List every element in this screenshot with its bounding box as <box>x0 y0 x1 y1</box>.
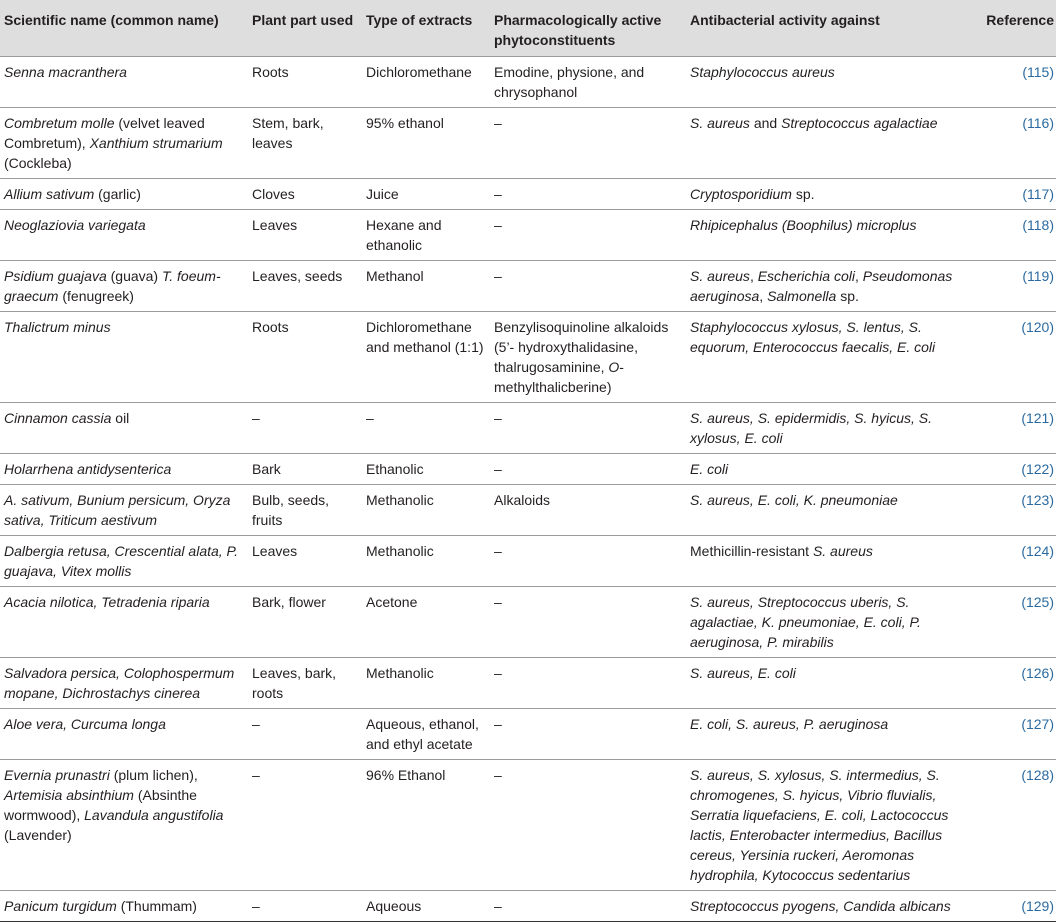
cell-antibacterial-activity <box>686 179 978 210</box>
cell-antibacterial-activity-segment: Pseudomonas aeruginosa <box>690 268 953 304</box>
cell-scientific-name-segment: Thalictrum minus <box>4 319 111 335</box>
cell-reference <box>978 536 1056 587</box>
table-row <box>0 454 1056 485</box>
cell-scientific-name-segment: Neoglaziovia variegata <box>4 217 146 233</box>
cell-plant-part <box>248 108 362 179</box>
cell-antibacterial-activity-segment: and <box>749 115 782 131</box>
cell-plant-part-text: Stem, bark, leaves <box>252 115 324 151</box>
cell-plant-part <box>248 403 362 454</box>
cell-extract-type-text: Methanol <box>366 268 424 284</box>
cell-scientific-name <box>0 709 248 760</box>
cell-plant-part <box>248 658 362 709</box>
cell-antibacterial-activity-segment: S. aureus, Streptococcus uberis, S. agalactiae, K. pneumoniae, E. coli, P. aeruginosa, P. mirabilis <box>690 594 921 650</box>
cell-phytoconstituents <box>490 312 686 403</box>
cell-plant-part <box>248 760 362 891</box>
cell-reference-text: (123) <box>1021 492 1054 508</box>
cell-antibacterial-activity <box>686 261 978 312</box>
cell-phytoconstituents <box>490 210 686 261</box>
cell-antibacterial-activity-segment: Methicillin-resistant <box>690 543 813 559</box>
cell-antibacterial-activity-segment: Staphylococcus aureus <box>690 64 835 80</box>
cell-scientific-name-segment: (velvet leaved Combretum), <box>4 115 205 151</box>
cell-plant-part-text: Bark <box>252 461 281 477</box>
cell-scientific-name <box>0 587 248 658</box>
cell-extract-type-text: Methanolic <box>366 543 434 559</box>
cell-reference <box>978 108 1056 179</box>
cell-scientific-name <box>0 57 248 108</box>
cell-reference <box>978 312 1056 403</box>
cell-extract-type <box>362 536 490 587</box>
cell-scientific-name <box>0 403 248 454</box>
cell-reference-text: (117) <box>1022 186 1054 202</box>
cell-plant-part-text: Leaves <box>252 217 298 233</box>
cell-extract-type-text: Dichloromethane <box>366 64 472 80</box>
cell-phytoconstituents <box>490 179 686 210</box>
cell-scientific-name-segment: Salvadora persica, Colophospermum mopane, Dichrostachys cinerea <box>4 665 235 701</box>
cell-antibacterial-activity-segment: , <box>854 268 863 284</box>
cell-scientific-name-segment: T. foeum-graecum <box>4 268 221 304</box>
table-row <box>0 179 1056 210</box>
header-reference: Reference <box>978 0 1056 57</box>
cell-scientific-name <box>0 891 248 922</box>
cell-reference-text: (116) <box>1022 115 1054 131</box>
cell-phytoconstituents <box>490 108 686 179</box>
cell-plant-part <box>248 485 362 536</box>
header-scientific-name: Scientific name (common name) <box>0 0 248 57</box>
cell-extract-type-text: Dichloromethane and methanol (1:1) <box>366 319 484 355</box>
cell-extract-type <box>362 210 490 261</box>
cell-scientific-name-segment: (guava) <box>106 268 162 284</box>
cell-reference-text: (115) <box>1022 64 1054 80</box>
table-row <box>0 536 1056 587</box>
cell-antibacterial-activity-segment: S. aureus, S. epidermidis, S. hyicus, S. xylosus, E. coli <box>690 410 932 446</box>
table-row <box>0 485 1056 536</box>
cell-antibacterial-activity <box>686 312 978 403</box>
cell-extract-type <box>362 485 490 536</box>
cell-extract-type-text: Aqueous <box>366 898 422 914</box>
cell-reference <box>978 403 1056 454</box>
table-row <box>0 210 1056 261</box>
cell-scientific-name-segment: (Absinthe wormwood), <box>4 787 197 823</box>
cell-antibacterial-activity <box>686 658 978 709</box>
cell-scientific-name-segment: (Thummam) <box>116 898 197 914</box>
cell-plant-part-text: Roots <box>252 64 289 80</box>
cell-antibacterial-activity <box>686 403 978 454</box>
cell-antibacterial-activity-segment: Escherichia coli <box>757 268 855 284</box>
table-row <box>0 312 1056 403</box>
cell-antibacterial-activity-segment: Cryptosporidium <box>690 186 792 202</box>
cell-scientific-name-segment: Combretum molle <box>4 115 115 131</box>
cell-extract-type <box>362 57 490 108</box>
cell-phytoconstituents <box>490 760 686 891</box>
cell-antibacterial-activity-segment: E. coli, S. aureus, P. aeruginosa <box>690 716 889 732</box>
cell-phytoconstituents-segment: – <box>494 461 502 477</box>
table-row <box>0 709 1056 760</box>
cell-scientific-name-segment: oil <box>111 410 130 426</box>
cell-plant-part-text: Bark, flower <box>252 594 326 610</box>
cell-plant-part-text: Cloves <box>252 186 295 202</box>
table-row <box>0 108 1056 179</box>
header-phytoconstituents: Pharmacologically active phytoconstituents <box>490 0 686 57</box>
cell-antibacterial-activity-segment: Rhipicephalus (Boophilus) microplus <box>690 217 917 233</box>
cell-extract-type <box>362 454 490 485</box>
cell-phytoconstituents-segment: – <box>494 716 502 732</box>
cell-plant-part <box>248 57 362 108</box>
table-row <box>0 57 1056 108</box>
cell-plant-part-text: Leaves <box>252 543 298 559</box>
cell-phytoconstituents-segment: – <box>494 186 502 202</box>
header-antibacterial-activity: Antibacterial activity against <box>686 0 978 57</box>
cell-phytoconstituents-segment: -methylthalicberine) <box>494 359 624 395</box>
cell-phytoconstituents <box>490 536 686 587</box>
cell-phytoconstituents <box>490 891 686 922</box>
cell-reference-text: (127) <box>1021 716 1054 732</box>
cell-scientific-name <box>0 179 248 210</box>
cell-phytoconstituents-segment: Benzylisoquinoline alkaloids (5’- hydroxythalidasine, thalrugosaminine, <box>494 319 669 375</box>
cell-scientific-name <box>0 760 248 891</box>
cell-phytoconstituents-segment: Alkaloids <box>494 492 551 508</box>
cell-scientific-name-segment: Lavandula angustifolia <box>84 807 224 823</box>
cell-phytoconstituents-segment: Emodine, physione, and chrysophanol <box>494 64 645 100</box>
table-header <box>0 0 1056 57</box>
cell-scientific-name-segment: Cinnamon cassia <box>4 410 112 426</box>
cell-extract-type <box>362 891 490 922</box>
cell-phytoconstituents <box>490 454 686 485</box>
cell-reference-text: (125) <box>1021 594 1054 610</box>
cell-scientific-name-segment: Psidium guajava <box>4 268 107 284</box>
cell-antibacterial-activity <box>686 210 978 261</box>
cell-antibacterial-activity <box>686 891 978 922</box>
cell-extract-type-text: Hexane and ethanolic <box>366 217 442 253</box>
cell-scientific-name-segment: Panicum turgidum <box>4 898 117 914</box>
cell-plant-part <box>248 536 362 587</box>
cell-plant-part <box>248 210 362 261</box>
cell-antibacterial-activity-segment: Streptococcus agalactiae <box>781 115 938 131</box>
cell-phytoconstituents <box>490 485 686 536</box>
cell-antibacterial-activity-segment: S. aureus, S. xylosus, S. intermedius, S. chromogenes, S. hyicus, Vibrio fluvialis, Serratia liquefaciens, E. coli, Lactococcus lactis, Enterobacter intermedius, Bacillus cereus, Yersinia ruckeri, Aeromonas hydrophila, Kytococcus sedentarius <box>690 767 949 883</box>
cell-extract-type <box>362 179 490 210</box>
cell-extract-type-text: 95% ethanol <box>366 115 444 131</box>
cell-reference-text: (118) <box>1022 217 1054 233</box>
cell-phytoconstituents <box>490 587 686 658</box>
table-row <box>0 261 1056 312</box>
cell-plant-part-text: – <box>252 767 260 783</box>
cell-antibacterial-activity-segment: S. aureus, E. coli <box>690 665 796 681</box>
cell-antibacterial-activity <box>686 57 978 108</box>
cell-scientific-name-segment: (garlic) <box>94 186 141 202</box>
cell-reference <box>978 658 1056 709</box>
header-plant-part: Plant part used <box>248 0 362 57</box>
cell-extract-type-text: Ethanolic <box>366 461 424 477</box>
cell-phytoconstituents-segment: – <box>494 665 502 681</box>
cell-antibacterial-activity-segment: S. aureus <box>690 268 750 284</box>
cell-phytoconstituents-segment: O <box>608 359 620 375</box>
cell-extract-type <box>362 403 490 454</box>
cell-scientific-name-segment: (plum lichen), <box>109 767 198 783</box>
cell-antibacterial-activity-segment: , <box>759 288 768 304</box>
cell-reference <box>978 261 1056 312</box>
cell-plant-part-text: Leaves, seeds <box>252 268 343 284</box>
cell-scientific-name-segment: Dalbergia retusa, Crescential alata, P. guajava, Vitex mollis <box>4 543 238 579</box>
cell-scientific-name <box>0 210 248 261</box>
cell-phytoconstituents <box>490 57 686 108</box>
cell-scientific-name-segment: Allium sativum <box>4 186 95 202</box>
cell-extract-type-text: Methanolic <box>366 492 434 508</box>
table-row <box>0 587 1056 658</box>
cell-extract-type-text: Acetone <box>366 594 418 610</box>
cell-scientific-name <box>0 658 248 709</box>
cell-antibacterial-activity-segment: S. aureus <box>812 543 873 559</box>
cell-extract-type <box>362 108 490 179</box>
cell-scientific-name-segment: A. sativum, Bunium persicum, Oryza sativa, Triticum aestivum <box>4 492 231 528</box>
cell-plant-part-text: Bulb, seeds, fruits <box>252 492 330 528</box>
cell-scientific-name-segment: (fenugreek) <box>58 288 134 304</box>
cell-reference-text: (119) <box>1022 268 1054 284</box>
cell-phytoconstituents-segment: – <box>494 115 502 131</box>
cell-antibacterial-activity <box>686 587 978 658</box>
cell-scientific-name-segment: Acacia nilotica, Tetradenia riparia <box>4 594 210 610</box>
cell-scientific-name <box>0 312 248 403</box>
cell-extract-type-text: – <box>366 410 374 426</box>
cell-antibacterial-activity <box>686 709 978 760</box>
header-row <box>0 0 1056 57</box>
cell-reference-text: (129) <box>1021 898 1054 914</box>
cell-plant-part <box>248 454 362 485</box>
cell-antibacterial-activity-segment: , <box>749 268 758 284</box>
cell-reference-text: (126) <box>1021 665 1054 681</box>
cell-extract-type <box>362 709 490 760</box>
cell-antibacterial-activity-segment: S. aureus, E. coli, K. pneumoniae <box>690 492 898 508</box>
cell-phytoconstituents-segment: – <box>494 543 502 559</box>
cell-phytoconstituents <box>490 709 686 760</box>
cell-extract-type-text: Juice <box>366 186 399 202</box>
cell-scientific-name-segment: (Cockleba) <box>4 155 72 171</box>
cell-antibacterial-activity-segment: sp. <box>836 288 859 304</box>
cell-extract-type <box>362 261 490 312</box>
cell-reference <box>978 454 1056 485</box>
table-row <box>0 891 1056 922</box>
cell-scientific-name-segment: Holarrhena antidysenterica <box>4 461 172 477</box>
cell-phytoconstituents-segment: – <box>494 217 502 233</box>
cell-phytoconstituents-segment: – <box>494 898 502 914</box>
cell-extract-type <box>362 760 490 891</box>
cell-extract-type <box>362 587 490 658</box>
cell-scientific-name <box>0 108 248 179</box>
cell-plant-part <box>248 587 362 658</box>
cell-reference <box>978 709 1056 760</box>
cell-phytoconstituents <box>490 261 686 312</box>
cell-antibacterial-activity-segment: E. coli <box>690 461 729 477</box>
cell-reference-text: (122) <box>1021 461 1054 477</box>
cell-antibacterial-activity <box>686 108 978 179</box>
cell-reference <box>978 587 1056 658</box>
cell-antibacterial-activity-segment: S. aureus <box>690 115 750 131</box>
table-row <box>0 760 1056 891</box>
cell-plant-part <box>248 312 362 403</box>
cell-phytoconstituents <box>490 403 686 454</box>
cell-plant-part-text: – <box>252 716 260 732</box>
cell-plant-part-text: Leaves, bark, roots <box>252 665 337 701</box>
cell-extract-type <box>362 312 490 403</box>
cell-plant-part-text: – <box>252 898 260 914</box>
cell-phytoconstituents-segment: – <box>494 268 502 284</box>
cell-scientific-name-segment: Artemisia absinthium <box>4 787 134 803</box>
cell-reference <box>978 891 1056 922</box>
cell-antibacterial-activity-segment: sp. <box>791 186 815 202</box>
cell-phytoconstituents-segment: – <box>494 594 502 610</box>
cell-reference-text: (124) <box>1021 543 1054 559</box>
header-extract-type: Type of extracts <box>362 0 490 57</box>
cell-reference <box>978 210 1056 261</box>
table-body <box>0 57 1056 922</box>
cell-reference <box>978 485 1056 536</box>
cell-scientific-name <box>0 485 248 536</box>
cell-phytoconstituents <box>490 658 686 709</box>
table-row <box>0 403 1056 454</box>
cell-extract-type-text: 96% Ethanol <box>366 767 446 783</box>
cell-reference-text: (121) <box>1021 410 1054 426</box>
cell-extract-type <box>362 658 490 709</box>
cell-phytoconstituents-segment: – <box>494 767 502 783</box>
cell-scientific-name-segment: Evernia prunastri <box>4 767 110 783</box>
cell-scientific-name <box>0 261 248 312</box>
cell-scientific-name-segment: (Lavender) <box>4 827 72 843</box>
cell-reference <box>978 179 1056 210</box>
cell-plant-part <box>248 709 362 760</box>
cell-antibacterial-activity <box>686 536 978 587</box>
cell-reference <box>978 760 1056 891</box>
table-row <box>0 658 1056 709</box>
cell-plant-part-text: – <box>252 410 260 426</box>
cell-scientific-name <box>0 454 248 485</box>
cell-antibacterial-activity-segment: Streptococcus pyogens, Candida albicans <box>690 898 951 914</box>
cell-antibacterial-activity-segment: Salmonella <box>767 288 837 304</box>
cell-reference-text: (120) <box>1021 319 1054 335</box>
cell-antibacterial-activity <box>686 760 978 891</box>
cell-plant-part <box>248 261 362 312</box>
cell-reference-text: (128) <box>1021 767 1054 783</box>
cell-antibacterial-activity <box>686 485 978 536</box>
cell-extract-type-text: Aqueous, ethanol, and ethyl acetate <box>366 716 479 752</box>
cell-extract-type-text: Methanolic <box>366 665 434 681</box>
cell-plant-part <box>248 179 362 210</box>
cell-phytoconstituents-segment: – <box>494 410 502 426</box>
cell-reference <box>978 57 1056 108</box>
cell-scientific-name-segment: Xanthium strumarium <box>89 135 223 151</box>
cell-plant-part-text: Roots <box>252 319 289 335</box>
cell-plant-part <box>248 891 362 922</box>
cell-scientific-name-segment: Aloe vera, Curcuma longa <box>4 716 166 732</box>
cell-antibacterial-activity <box>686 454 978 485</box>
cell-scientific-name <box>0 536 248 587</box>
cell-scientific-name-segment: Senna macranthera <box>4 64 127 80</box>
cell-antibacterial-activity-segment: Staphylococcus xylosus, S. lentus, S. equorum, Enterococcus faecalis, E. coli <box>690 319 936 355</box>
